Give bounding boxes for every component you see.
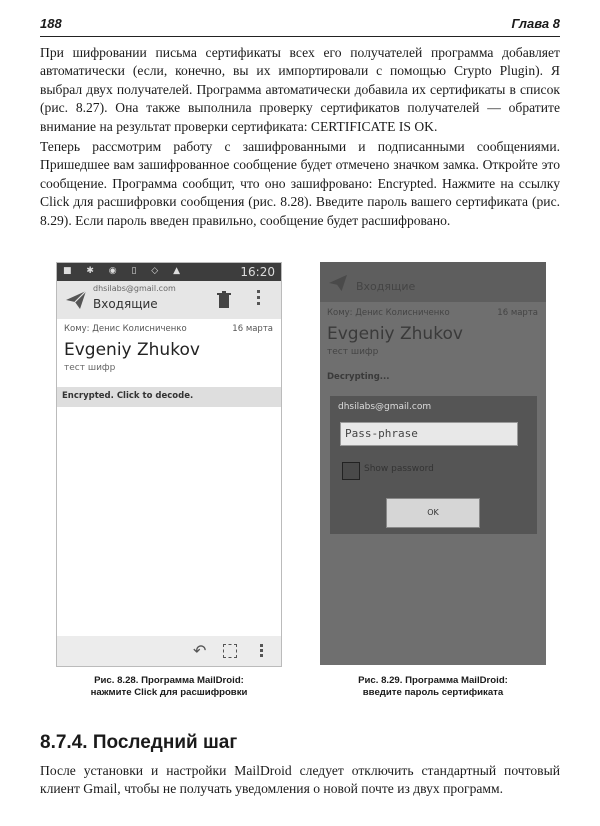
app-bar: [57, 281, 281, 319]
encrypted-notice[interactable]: Encrypted. Click to decode.: [62, 391, 194, 401]
to-line-dimmed: Кому: Денис Колисниченко: [327, 308, 450, 318]
show-password-label: Show password: [364, 464, 434, 474]
encrypted-band[interactable]: [57, 387, 281, 407]
to-line: Кому: Денис Колисниченко: [64, 324, 187, 334]
sender-name: Evgeniy Zhukov: [64, 340, 200, 360]
dimmed-app-bar: [320, 262, 546, 302]
caption-8-29-line2: введите пароль сертификата: [362, 687, 504, 698]
decrypting-status: Decrypting...: [327, 372, 390, 382]
page-header: [40, 14, 560, 37]
passphrase-input[interactable]: Pass-phrase: [340, 422, 518, 446]
send-icon[interactable]: [65, 290, 87, 310]
message-subject: тест шифр: [64, 363, 116, 373]
show-password-checkbox[interactable]: [342, 462, 360, 480]
section-title: 8.7.4. Последний шаг: [40, 732, 238, 753]
account-email: dhsilabs@gmail.com: [93, 284, 176, 293]
send-icon: [328, 274, 348, 292]
message-date: 16 марта: [232, 324, 273, 334]
bottom-toolbar: [57, 636, 281, 666]
caption-8-28: [56, 675, 282, 699]
notification-icons: ■ ✱ ◉ ▯ ◇ ▲: [63, 266, 186, 276]
dialog-account: dhsilabs@gmail.com: [338, 402, 432, 412]
caption-8-28-line1: Рис. 8.28. Программа MailDroid:: [94, 675, 244, 686]
figure-8-29-screenshot: [320, 262, 546, 665]
figure-8-28-screenshot: [56, 262, 282, 667]
subject-dimmed: тест шифр: [327, 347, 379, 357]
paragraph-2: Теперь рассмотрим работу с зашифрованными и подписанными сообщениями. Пришедшее вам зашифрованное сообщение будет отмечено значком замка. Откройте это сообщение. Программа сообщит, что оно зашифровано: Encrypted. Нажмите на ссылку Click для расшифровки сообщения (рис. 8.28). Введите пароль вашего сертификата (рис. 8.29). Если пароль введен правильно, сообщение будет расшифровано.: [40, 139, 560, 228]
passphrase-dialog: [330, 396, 537, 534]
sender-name-dimmed: Evgeniy Zhukov: [327, 324, 463, 344]
page-number: 188: [40, 16, 62, 31]
fullscreen-icon[interactable]: [223, 644, 237, 658]
chapter-title: Глава 8: [511, 16, 560, 31]
status-bar: [57, 263, 281, 281]
bottom-menu-icon[interactable]: [260, 644, 263, 659]
undo-icon[interactable]: ↶: [193, 641, 207, 660]
status-time: 16:20: [240, 265, 275, 279]
ok-button[interactable]: OK: [386, 498, 480, 528]
paragraph-1: При шифровании письма сертификаты всех его получателей программа добавляет автоматически (если, конечно, вы их импортировали с помощью Crypto Plugin). Я выбрал двух получателей. Программа автоматически добавила их сертификаты в список (рис. 8.27). Она также выполнила проверку сертификатов получателей — обратите внимание на результат проверки сертификата: CERTIFICATE IS OK.: [40, 45, 560, 134]
folder-name-dimmed: Входящие: [356, 280, 416, 293]
trash-icon[interactable]: [217, 291, 231, 309]
folder-name[interactable]: Входящие: [93, 297, 158, 311]
overflow-menu-icon[interactable]: [257, 290, 260, 308]
date-dimmed: 16 марта: [497, 308, 538, 318]
caption-8-29-line1: Рис. 8.29. Программа MailDroid:: [358, 675, 508, 686]
caption-8-28-line2: нажмите Click для расшифровки: [90, 687, 248, 698]
caption-8-29: [320, 675, 546, 699]
paragraph-3: После установки и настройки MailDroid следует отключить стандартный почтовый клиент Gmail, чтобы не получать уведомления о новой почте из двух программ.: [40, 763, 560, 797]
